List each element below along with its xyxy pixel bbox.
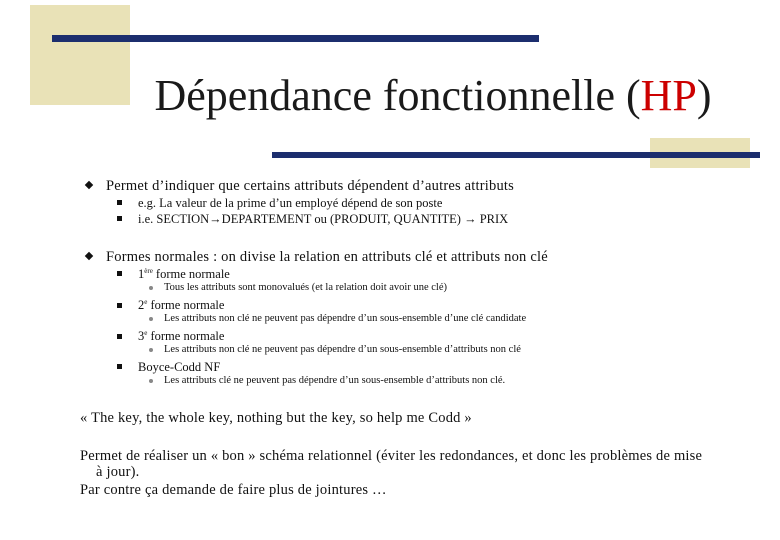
title-prefix: Dépendance fonctionnelle (: [154, 71, 641, 120]
square-bullet-icon: [117, 271, 122, 276]
dot-bullet-icon: [149, 317, 153, 321]
nf-label: forme normale: [147, 329, 225, 343]
nf-number: Boyce-Codd NF: [138, 360, 221, 374]
detail-1nf: Tous les attributs sont monovalués (et la relation doit avoir une clé): [164, 282, 447, 293]
nf-superscript: ère: [144, 266, 153, 275]
paragraph-line-2: à jour).: [96, 464, 140, 480]
detail-2nf: Les attributs non clé ne peuvent pas dépendre d’un sous-ensemble d’une clé candidate: [164, 313, 527, 324]
title-suffix: ): [696, 71, 712, 120]
square-bullet-icon: [117, 334, 122, 339]
dot-bullet-icon: [149, 286, 153, 290]
dot-bullet-icon: [149, 379, 153, 383]
bullet-dependency: Permet d’indiquer que certains attributs dépendent d’autres attributs: [106, 178, 514, 194]
nf-superscript: e: [144, 297, 148, 306]
nf-number: 1: [138, 267, 145, 281]
subitem-3nf: [138, 328, 224, 344]
decorative-bar-mid: [272, 152, 760, 158]
bullet-normal-forms: Formes normales : on divise la relation en attributs clé et attributs non clé: [106, 249, 548, 265]
dot-bullet-icon: [149, 348, 153, 352]
subitem-1nf: [138, 266, 230, 282]
codd-quote: « The key, the whole key, nothing but the key, so help me Codd »: [80, 410, 472, 426]
detail-3nf: Les attributs non clé ne peuvent pas dépendre d’un sous-ensemble d’attributs non clé: [164, 344, 521, 355]
nf-number: 2: [138, 298, 145, 312]
paragraph-line-1: Permet de réaliser un « bon » schéma relationnel (éviter les redondances, et donc les problèmes de mise: [80, 448, 703, 464]
subitem-example: e.g. La valeur de la prime d’un employé dépend de son poste: [138, 196, 443, 210]
nf-number: 3: [138, 329, 145, 343]
nf-superscript: e: [144, 328, 148, 337]
diamond-bullet-icon: [85, 181, 93, 189]
square-bullet-icon: [117, 200, 122, 205]
square-bullet-icon: [117, 303, 122, 308]
nf-label: forme normale: [147, 298, 225, 312]
slide-title: [0, 68, 780, 124]
decorative-bar-top: [52, 35, 539, 42]
paragraph-line-3: Par contre ça demande de faire plus de jointures …: [80, 482, 387, 498]
diamond-bullet-icon: [85, 252, 93, 260]
subitem-2nf: [138, 297, 224, 313]
subitem-ie: i.e. SECTION→DEPARTEMENT ou (PRODUIT, QUANTITE) → PRIX: [138, 212, 509, 226]
subitem-bcnf: [138, 359, 220, 375]
detail-bcnf: Les attributs clé ne peuvent pas dépendre d’un sous-ensemble d’attributs non clé.: [164, 375, 506, 386]
title-highlight: HP: [640, 71, 697, 120]
square-bullet-icon: [117, 216, 122, 221]
square-bullet-icon: [117, 364, 122, 369]
nf-label: forme normale: [152, 267, 230, 281]
